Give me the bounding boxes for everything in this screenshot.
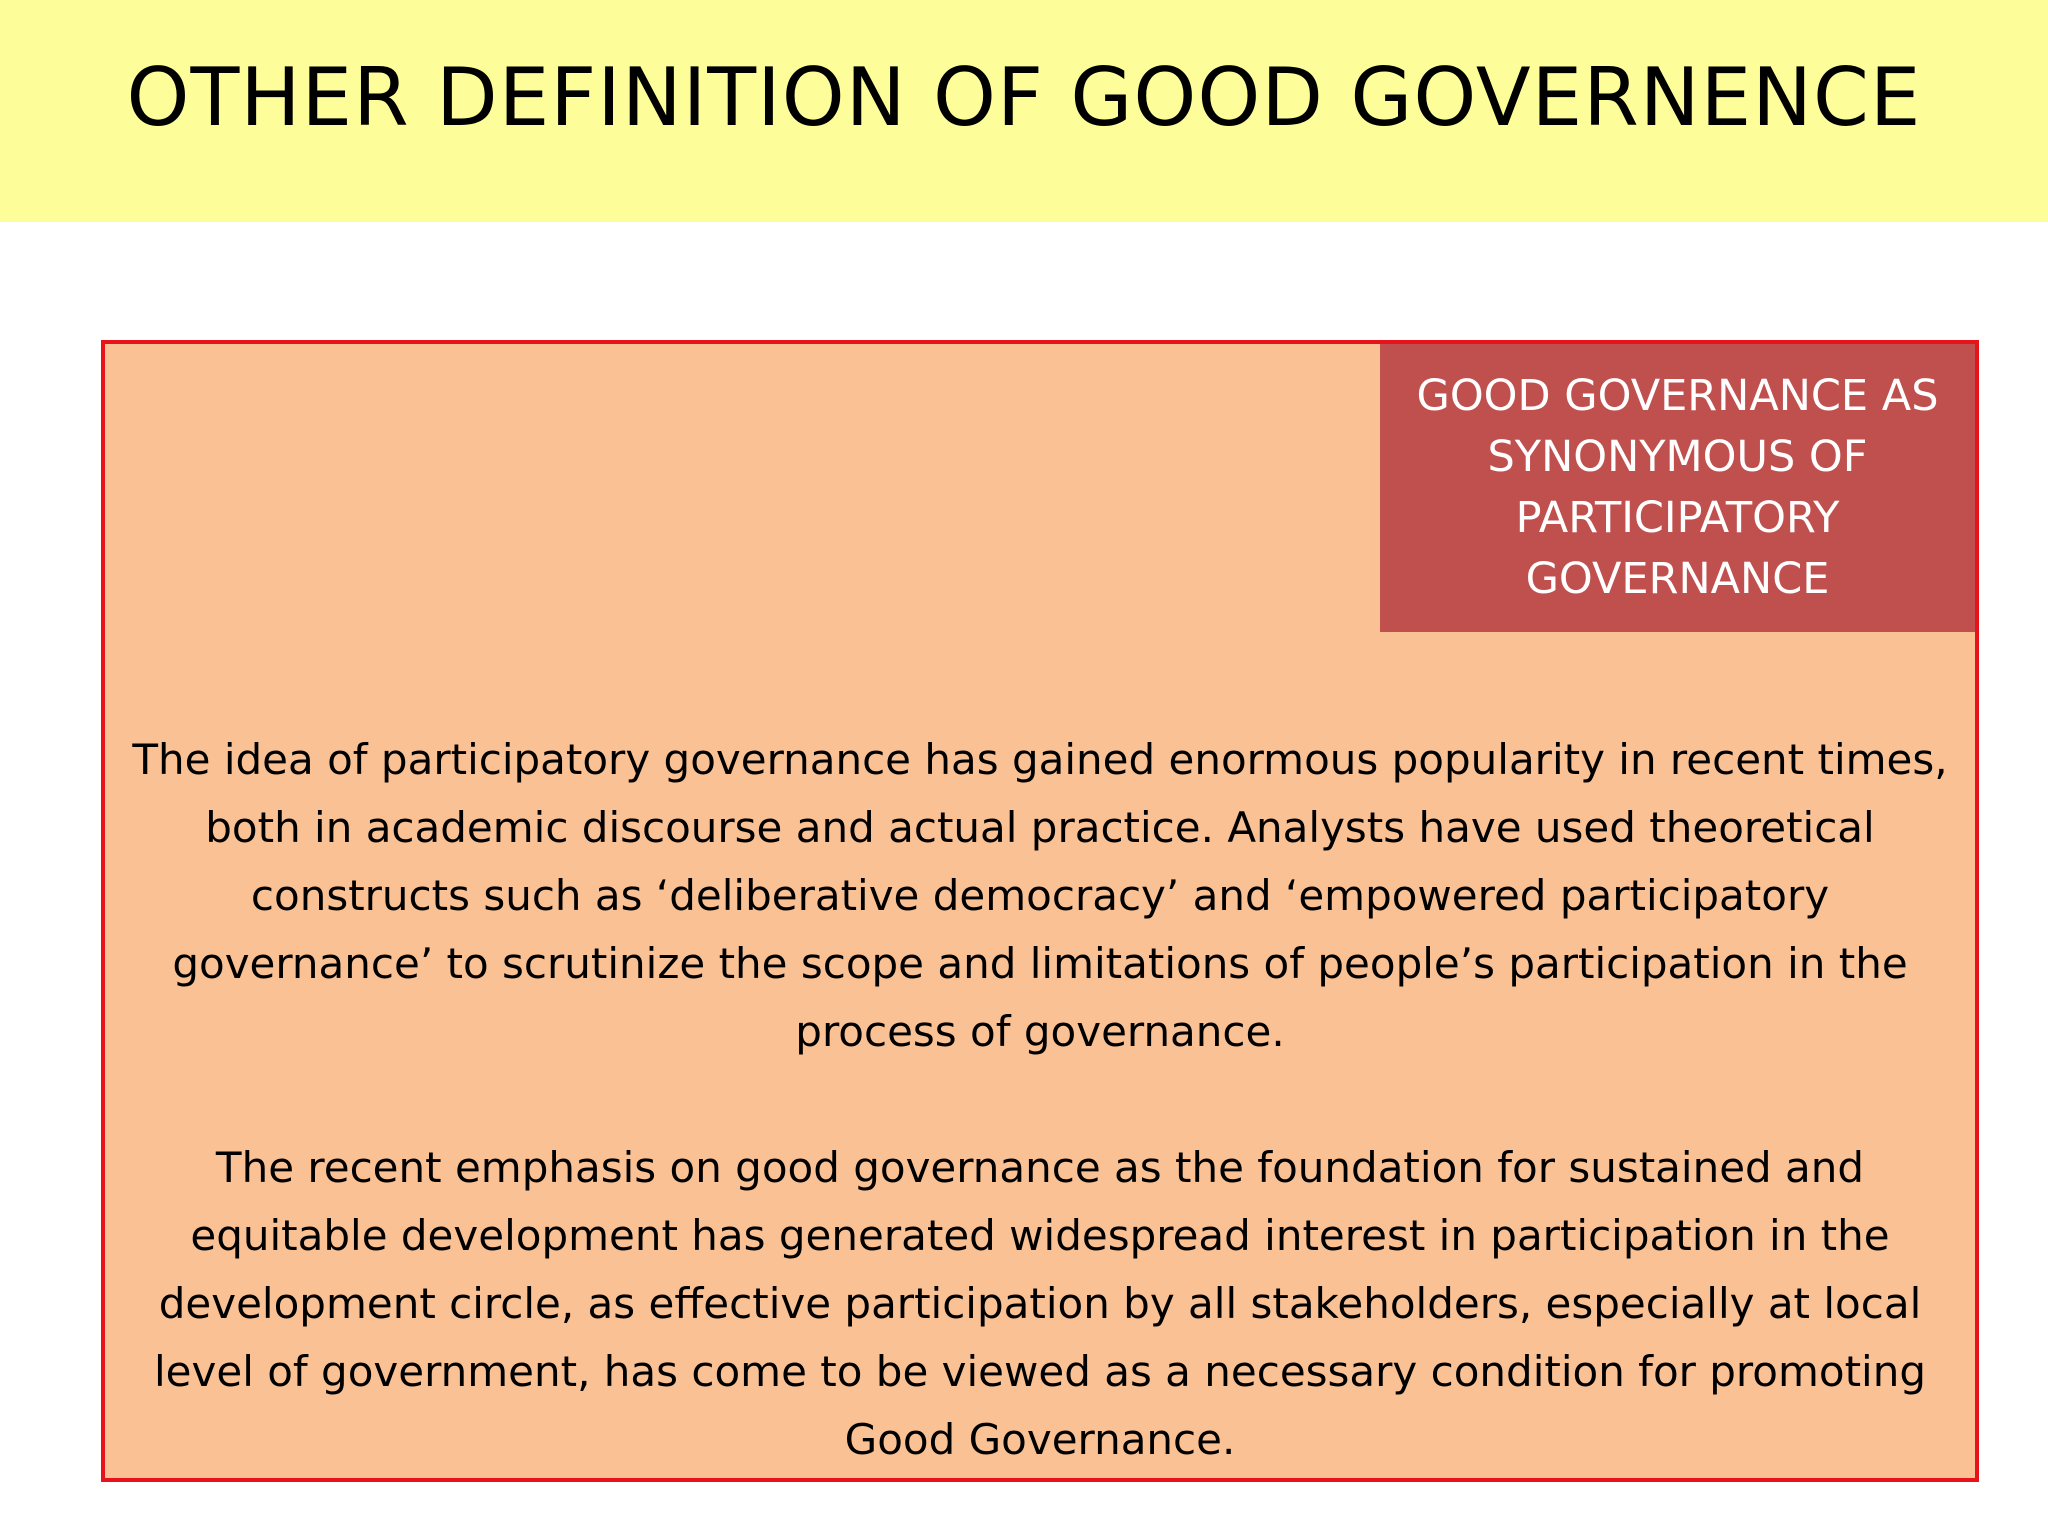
topic-tag-label: GOOD GOVERNANCE AS SYNONYMOUS OF PARTICIPATORY GOVERNANCE bbox=[1416, 371, 1939, 604]
body-text bbox=[119, 726, 1961, 1474]
slide-title: OTHER DEFINITION OF GOOD GOVERNENCE bbox=[126, 50, 1922, 144]
title-band bbox=[0, 0, 2048, 222]
topic-tag bbox=[1380, 344, 1975, 632]
content-box bbox=[101, 340, 1979, 1482]
paragraph-good-governance-emphasis: The recent emphasis on good governance as the foundation for sustained and equitable development has generated widespread interest in participation in the development circle, as effective participation by all stakeholders, especially at local level of government, has come to be viewed as a necessary condition for promoting Good Governance. bbox=[154, 1143, 1926, 1464]
paragraph-participatory-governance: The idea of participatory governance has gained enormous popularity in recent times, both in academic discourse and actual practice. Analysts have used theoretical constructs such as ‘deliberative democracy’ and ‘empowered participatory governance’ to scrutinize the scope and limitations of people’s participation in the process of governance. bbox=[132, 735, 1948, 1056]
